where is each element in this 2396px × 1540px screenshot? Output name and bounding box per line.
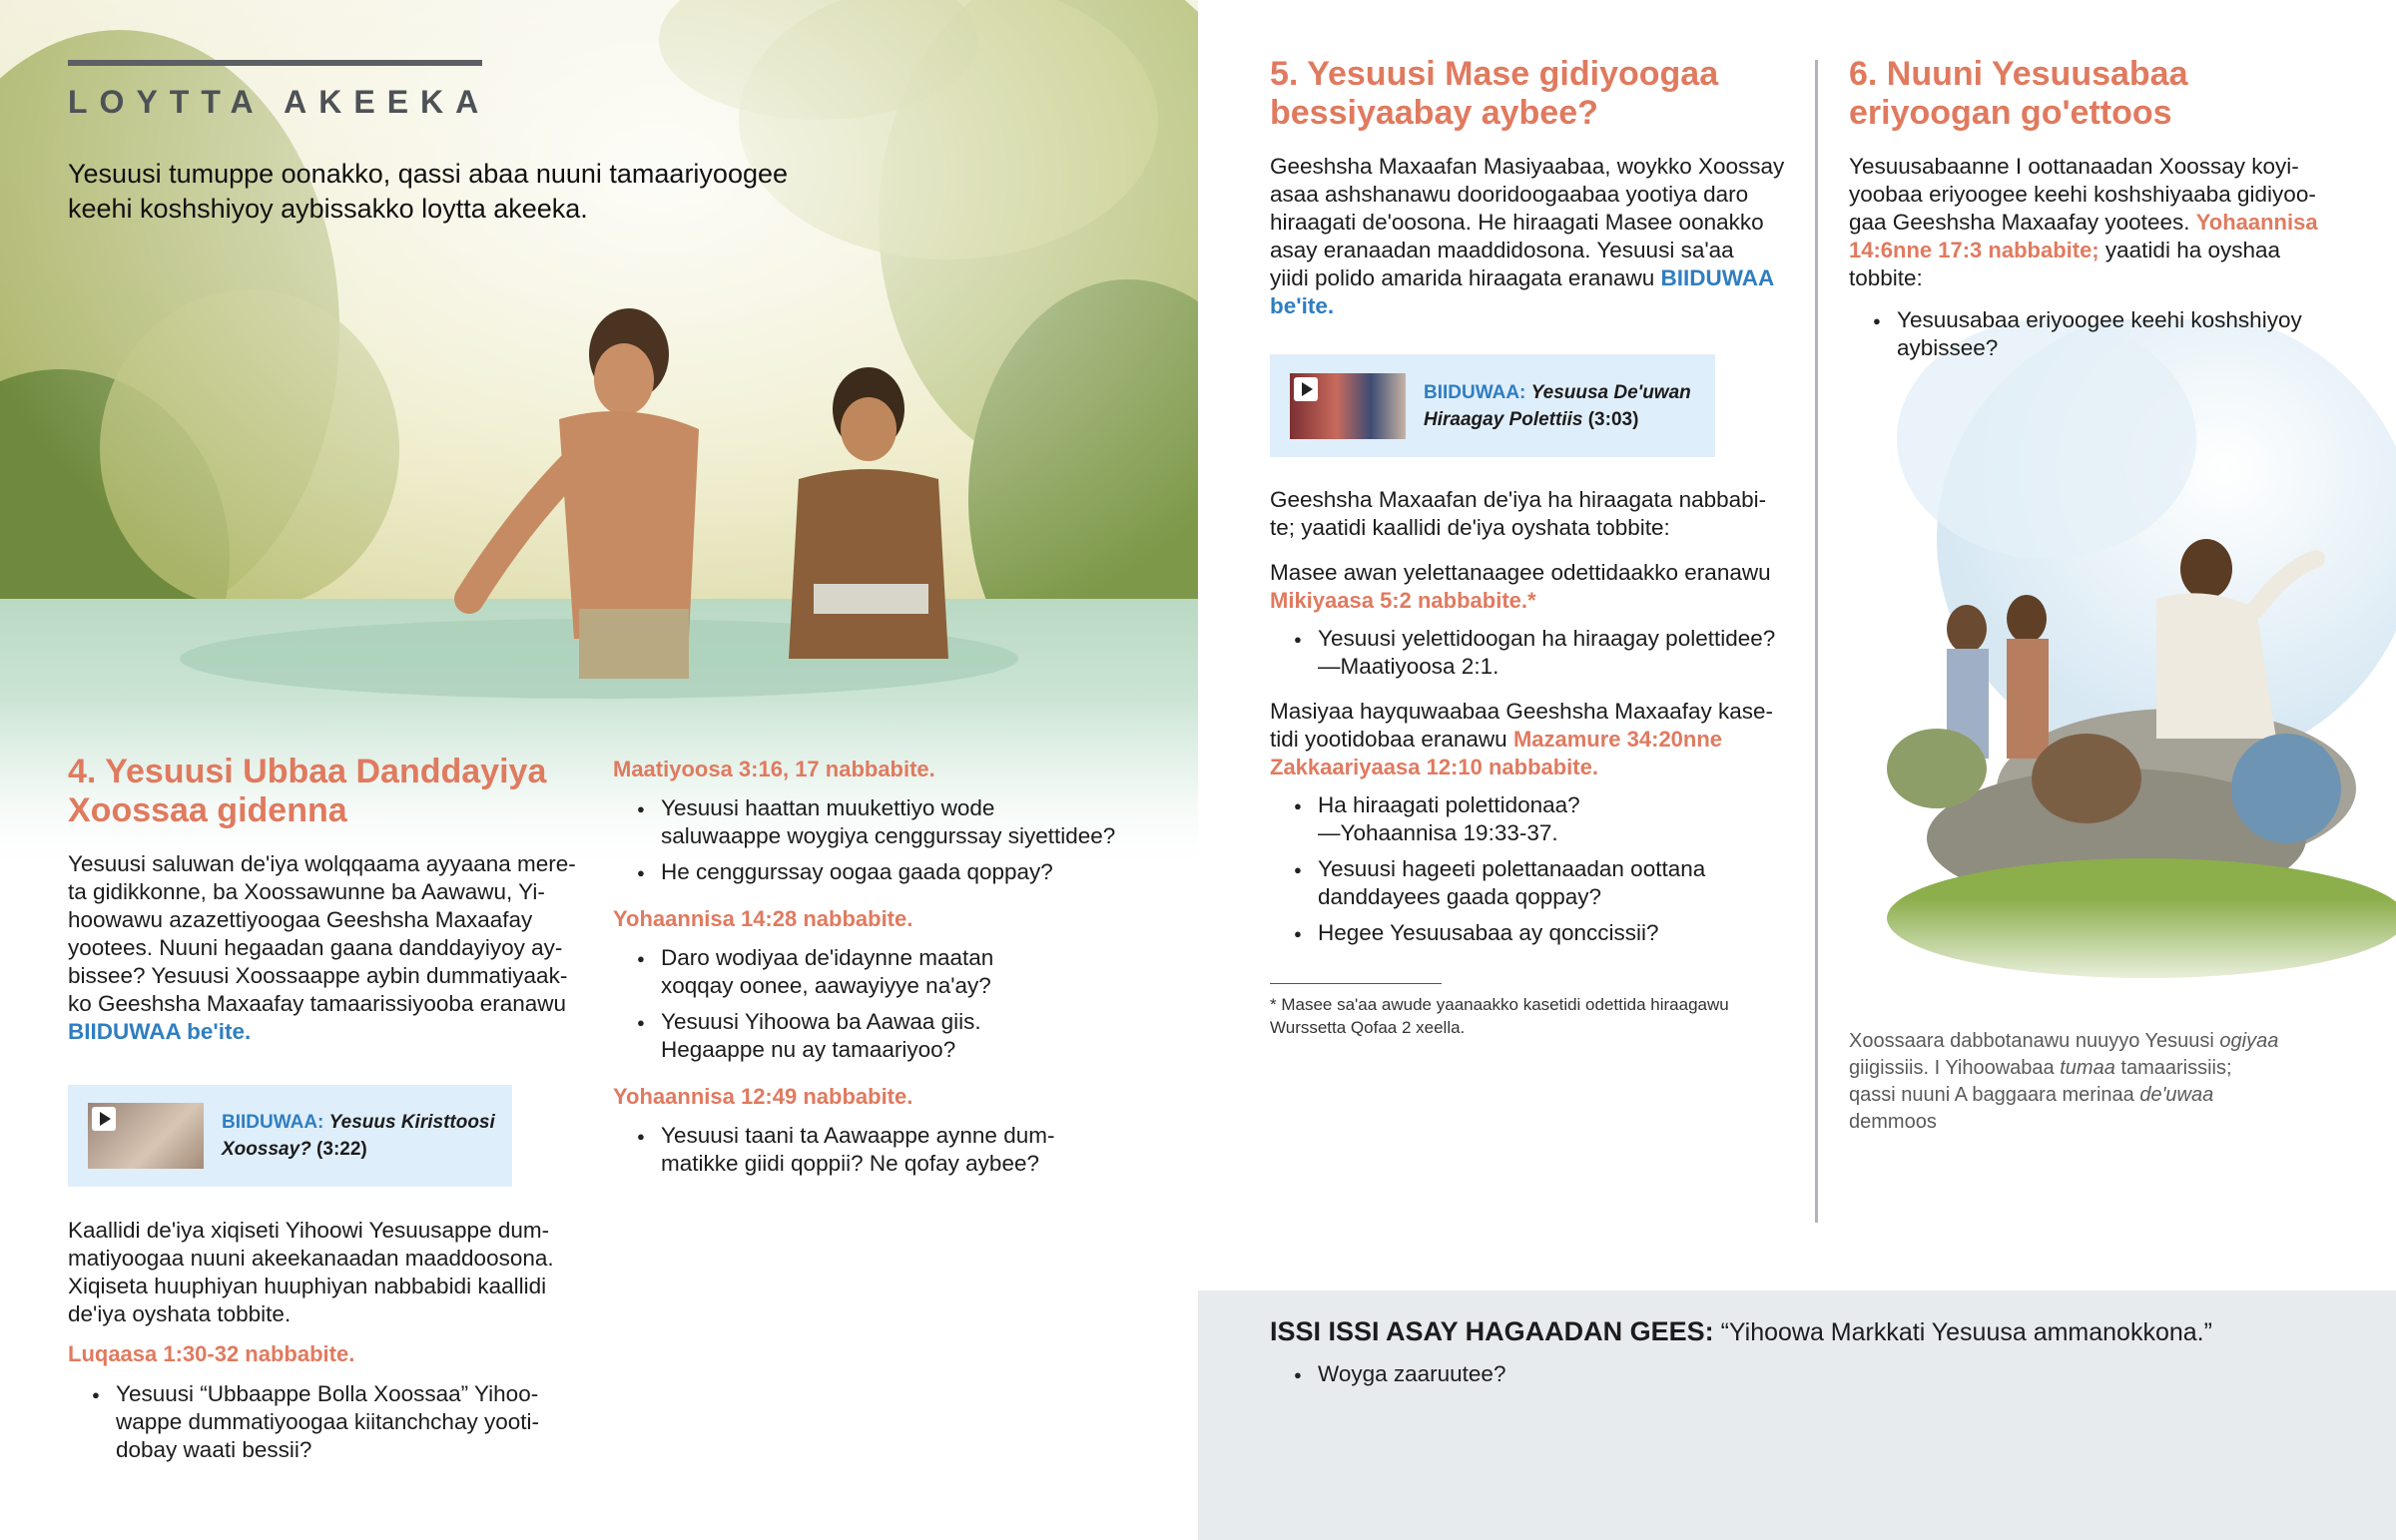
text-line: yootees. Nuuni hegaadan gaana danddayiyoy ay-	[68, 935, 563, 960]
title-line: Xoossaa gidenna	[68, 791, 347, 829]
question-list	[68, 1380, 587, 1464]
intro-line: keehi koshshiyoy aybissakko loytta akeeka.	[68, 194, 588, 224]
text-line: ● Yesuusi “Ubbaappe Bolla Xoossaa” Yihoo-	[116, 1381, 539, 1406]
caption-text: tamaarissiis;	[2120, 1057, 2232, 1079]
question-item	[613, 1122, 1172, 1178]
column-divider	[1815, 60, 1818, 1223]
text-line: Masee awan yelettanaagee odettidaakko eranawu	[1270, 560, 1771, 585]
question-item	[1270, 855, 1799, 911]
question-list	[613, 794, 1172, 886]
text-line: xoqqay oonee, aawayiyye na'ay?	[661, 973, 991, 998]
text-line: aybissee?	[1897, 335, 1999, 360]
text-line: yiidi polido amarida hiraagata eranawu	[1270, 265, 1655, 290]
caption-text: tumaa	[2060, 1057, 2115, 1079]
text-line: Yesuusabaanne I oottanaadan Xoossay koyi-	[1849, 154, 2299, 179]
question-item	[1270, 625, 1799, 681]
text-line: ● Yesuusi Yihoowa ba Aawaa giis.	[661, 1009, 981, 1034]
intro-line: Yesuusi tumuppe oonakko, qassi abaa nuuni tamaariyoogee	[68, 159, 789, 189]
title-line: 5. Yesuusi Mase gidiyoogaa	[1270, 55, 1719, 93]
text-line: tidi yootidobaa eranawu	[1270, 727, 1507, 752]
video-card-2[interactable]	[1270, 354, 1715, 457]
text-line: ● Yesuusi haattan muukettiyo wode	[661, 795, 995, 820]
text-line: dobay waati bessii?	[116, 1437, 312, 1462]
section-4-column-2	[613, 757, 1172, 1186]
question-item	[1849, 306, 2348, 362]
text-line: ● Yesuusabaa eriyoogee keehi koshshiyoy	[1897, 307, 2302, 332]
header-label: LOYTTA AKEEKA	[68, 84, 491, 120]
section-title	[68, 753, 587, 830]
question-item	[613, 858, 1172, 886]
text-line: Kaallidi de'iya xiqiseti Yihoowi Yesuusappe dum-	[68, 1218, 550, 1243]
scripture-ref[interactable]: Mikiyaasa 5:2 nabbabite.	[1270, 588, 1527, 613]
text-line: Geeshsha Maxaafan de'iya ha hiraagata nabbabi-	[1270, 487, 1767, 512]
text-line: ● Yesuusi hageeti polettanaadan oottana	[1318, 856, 1706, 881]
text-line: bissee? Yesuusi Xoossaappe aybin dummatiyaak-	[68, 963, 568, 988]
caption-text: Xoossaara dabbotanawu nuuyyo Yesuusi	[1849, 1030, 2214, 1052]
scripture-ref[interactable]: Yohaannisa	[2195, 210, 2318, 235]
title-line: eriyoogan go'ettoos	[1849, 94, 2172, 132]
text-line: Masiyaa hayquwaabaa Geeshsha Maxaafay kase-	[1270, 699, 1774, 724]
text-line: hiraagati de'oosona. He hiraagati Masee oonakko	[1270, 210, 1764, 235]
scripture-ref[interactable]: Yohaannisa 12:49 nabbabite.	[613, 1084, 913, 1109]
play-icon	[1294, 377, 1318, 401]
question-item	[68, 1380, 587, 1464]
teaching-illustration	[1817, 319, 2396, 998]
text-line: matikke giidi qoppii? Ne qofay aybee?	[661, 1151, 1039, 1176]
text-line: —Yohaannisa 19:33-37.	[1318, 820, 1558, 845]
text-line: Wurssetta Qofaa 2 xeella.	[1270, 1018, 1466, 1037]
caption-text: qassi nuuni A baggaara merinaa	[1849, 1084, 2134, 1106]
question-list	[1270, 791, 1799, 947]
text-line: ● He cenggurssay oogaa gaada qoppay?	[661, 859, 1053, 884]
section-paragraph	[1849, 153, 2348, 292]
text-line: hoowawu azazettiyoogaa Geeshsha Maxaafay	[68, 907, 533, 932]
play-icon	[92, 1107, 116, 1131]
video-title: Yesuus Kiristtoosi	[328, 1112, 495, 1133]
section-6	[1849, 55, 2348, 370]
video-title: Xoossay?	[222, 1139, 311, 1160]
video-caption	[222, 1109, 495, 1163]
video-link[interactable]: be'ite.	[1270, 293, 1335, 318]
caption-text: demmoos	[1849, 1111, 1937, 1133]
video-duration: (3:03)	[1587, 408, 1639, 430]
text-line: ● Yesuusi yelettidoogan ha hiraagay polettidee?	[1318, 626, 1776, 651]
header-intro	[68, 157, 788, 227]
text-line: danddayees gaada qoppay?	[1318, 884, 1602, 909]
text-line: * Masee sa'aa awude yaanaakko kasetidi odettida hiraagawu	[1270, 995, 1729, 1014]
question-item	[1270, 791, 1799, 847]
caption-text: ogiyaa	[2219, 1030, 2279, 1052]
title-line: 4. Yesuusi Ubbaa Danddayiya	[68, 753, 547, 790]
video-thumbnail	[88, 1103, 204, 1169]
scripture-ref[interactable]: Yohaannisa 14:28 nabbabite.	[613, 906, 913, 931]
footnote	[1270, 993, 1729, 1039]
title-line: bessiyaabay aybee?	[1270, 94, 1598, 132]
title-line: 6. Nuuni Yesuusabaa	[1849, 55, 2188, 93]
caption-text: giigissiis. I Yihoowabaa	[1849, 1057, 2055, 1079]
footnote-divider	[1270, 983, 1442, 984]
caption-text: de'uwaa	[2139, 1084, 2214, 1106]
image-caption	[1849, 1028, 2278, 1136]
text-line: Yesuusi saluwan de'iya wolqqaama ayyaana mere-	[68, 851, 576, 876]
text-line: Geeshsha Maxaafan Masiyaabaa, woykko Xoossay	[1270, 154, 1785, 179]
text-line: Xiqiseta huuphiyan huuphiyan nabbabidi kaallidi	[68, 1274, 547, 1298]
text-line: ● Ha hiraagati polettidonaa?	[1318, 792, 1580, 817]
text-line: ko Geeshsha Maxaafay tamaarissiyooba eranawu	[68, 991, 567, 1016]
section-paragraph	[1270, 153, 1799, 320]
discussion-statement	[1270, 1315, 2212, 1348]
video-link[interactable]: BIIDUWAA be'ite.	[68, 1019, 252, 1044]
text-line: yoobaa eriyoogee keehi koshshiyaaba gidiyoo-	[1849, 182, 2316, 207]
question-list	[1849, 306, 2348, 362]
text-line: Hegaappe nu ay tamaariyoo?	[661, 1037, 956, 1062]
video-title: Yesuusa De'uwan	[1530, 381, 1691, 403]
video-label: BIIDUWAA:	[222, 1112, 324, 1133]
question-item: ● Woyga zaaruutee?	[1270, 1360, 1505, 1388]
video-label: BIIDUWAA:	[1424, 381, 1526, 403]
question-item	[613, 1008, 1172, 1064]
question-list	[1270, 625, 1799, 681]
text-line: gaa Geeshsha Maxaafay yootees.	[1849, 210, 2190, 235]
question-item	[613, 794, 1172, 850]
footnote-marker[interactable]: *	[1527, 588, 1536, 613]
scripture-ref[interactable]: Maatiyoosa 3:16, 17 nabbabite.	[613, 757, 935, 781]
text-line: matiyoogaa nuuni akeekanaadan maaddoosona.	[68, 1246, 554, 1271]
discussion-label: ISSI ISSI ASAY HAGAADAN GEES:	[1270, 1316, 1714, 1346]
section-5	[1270, 55, 1799, 320]
text-line: yaatidi ha oyshaa	[2104, 238, 2281, 262]
section-paragraph	[68, 850, 587, 1046]
text-line: ● Yesuusi taani ta Aawaappe aynne dum-	[661, 1123, 1055, 1148]
text-line: —Maatiyoosa 2:1.	[1318, 654, 1499, 679]
video-link[interactable]: BIIDUWAA	[1660, 265, 1775, 290]
section-5-continued	[1270, 486, 1799, 955]
header-rule	[68, 60, 482, 66]
discussion-quote: “Yihoowa Markkati Yesuusa ammanokkona.”	[1720, 1318, 2212, 1346]
text-line: asay eranaadan maaddidosona. Yesuusi sa'aa	[1270, 238, 1734, 262]
text-line: ● Hegee Yesuusabaa ay qonccissii?	[1318, 920, 1659, 945]
video-thumbnail	[1290, 373, 1406, 439]
scripture-ref[interactable]: Luqaasa 1:30-32 nabbabite.	[68, 1341, 355, 1366]
text-line: asaa ashshanawu dooridoogaabaa yootiya daro	[1270, 182, 1749, 207]
text-line: de'iya oyshata tobbite.	[68, 1301, 292, 1326]
video-caption	[1424, 379, 1691, 433]
text-line: wappe dummatiyoogaa kiitanchchay yooti-	[116, 1409, 539, 1434]
baptism-illustration	[0, 0, 1198, 878]
scripture-ref[interactable]: Mazamure 34:20nne	[1512, 727, 1723, 752]
question-list	[613, 944, 1172, 1064]
text-line: tobbite:	[1849, 265, 1923, 290]
text-line: te; yaatidi kaallidi de'iya oyshata tobbite:	[1270, 515, 1670, 540]
question-list	[1270, 1360, 1505, 1396]
text-line: ● Daro wodiyaa de'idaynne maatan	[661, 945, 994, 970]
text-line: saluwaappe woygiya cenggurssay siyettidee?	[661, 823, 1116, 848]
video-title: Hiraagay Polettiis	[1424, 408, 1583, 430]
scripture-ref[interactable]: 14:6nne 17:3 nabbabite;	[1849, 238, 2099, 262]
text-line: ta gidikkonne, ba Xoossawunne ba Aawawu, Yi-	[68, 879, 545, 904]
scripture-ref[interactable]: Zakkaariyaasa 12:10 nabbabite.	[1270, 755, 1598, 779]
video-card-1[interactable]	[68, 1085, 512, 1187]
question-item	[1270, 919, 1799, 947]
video-duration: (3:22)	[316, 1139, 367, 1160]
section-title	[1270, 55, 1799, 133]
question-list	[613, 1122, 1172, 1178]
discussion-box	[1198, 1290, 2396, 1540]
section-4	[68, 753, 587, 1046]
section-4-continued	[68, 1217, 587, 1472]
section-title	[1849, 55, 2348, 133]
question-item	[613, 944, 1172, 1000]
